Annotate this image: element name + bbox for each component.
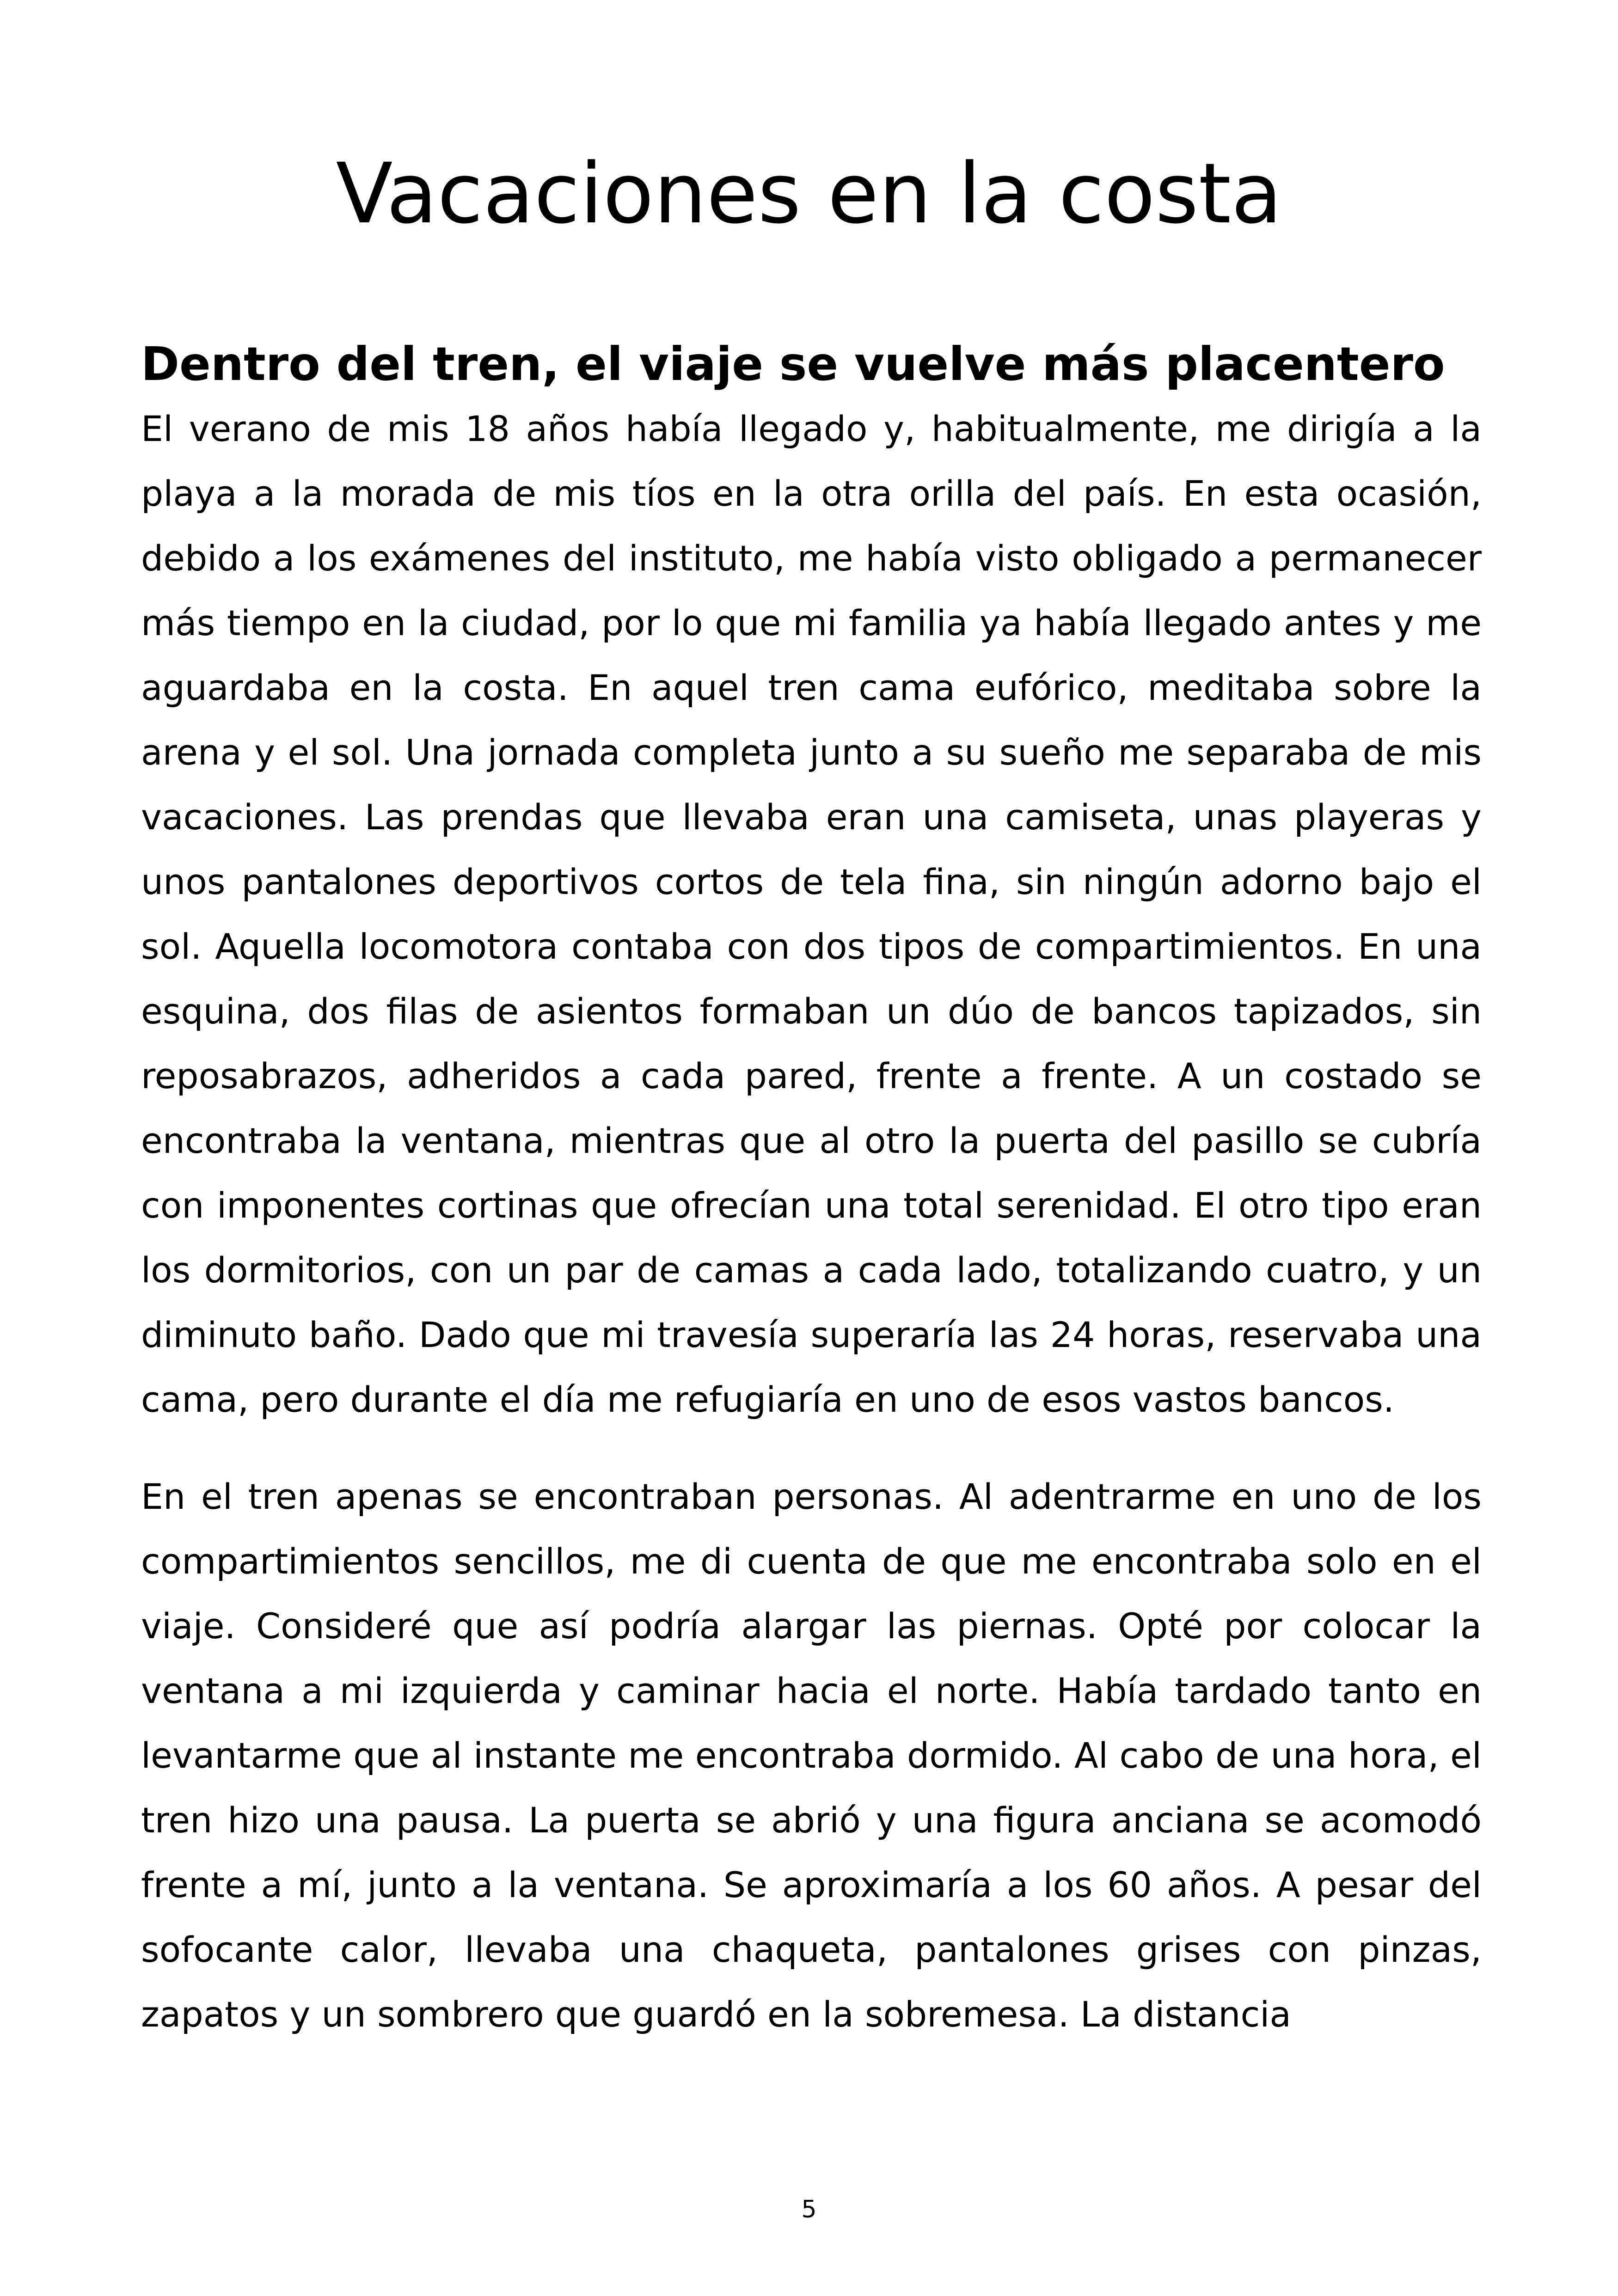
document-body xyxy=(141,332,1482,2047)
section-heading: Dentro del tren, el viaje se vuelve más placentero xyxy=(141,337,1445,391)
paragraph-2: En el tren apenas se encontraban personas. Al adentrarme en uno de los compartimientos sencillos, me di cuenta de que me encontraba solo en el viaje. Consideré que así podría alargar las piernas. Opté por colocar la ventana a mi izquierda y caminar hacia el norte. Había tardado tanto en levantarme que al instante me encontraba dormido. Al cabo de una hora, el tren hizo una pausa. La puerta se abrió y una figura anciana se acomodó frente a mí, junto a la ventana. Se aproximaría a los 60 años. A pesar del sofocante calor, llevaba una chaqueta, pantalones grises con pinzas, zapatos y un sombrero que guardó en la sobremesa. La distancia xyxy=(141,1476,1482,2035)
page-number: 5 xyxy=(801,2196,817,2223)
page-title: Vacaciones en la costa xyxy=(336,146,1282,242)
paragraph-1: El verano de mis 18 años había llegado y, habitualmente, me dirigía a la playa a la morada de mis tíos en la otra orilla del país. En esta ocasión, debido a los exámenes del instituto, me había visto obligado a permanecer más tiempo en la ciudad, por lo que mi familia ya había llegado antes y me aguardaba en la costa. En aquel tren cama eufórico, meditaba sobre la arena y el sol. Una jornada completa junto a su sueño me separaba de mis vacaciones. Las prendas que llevaba eran una camiseta, unas playeras y unos pantalones deportivos cortos de tela fina, sin ningún adorno bajo el sol. Aquella locomotora contaba con dos tipos de compartimientos. En una esquina, dos filas de asientos formaban un dúo de bancos tapizados, sin reposabrazos, adheridos a cada pared, frente a frente. A un costado se encontraba la ventana, mientras que al otro la puerta del pasillo se cubría con imponentes cortinas que ofrecían una total serenidad. El otro tipo eran los dormitorios, con un par de camas a cada lado, totalizando cuatro, y un diminuto baño. Dado que mi travesía superaría las 24 horas, reservaba una cama, pero durante el día me refugiaría en uno de esos vastos bancos. xyxy=(141,408,1482,1420)
